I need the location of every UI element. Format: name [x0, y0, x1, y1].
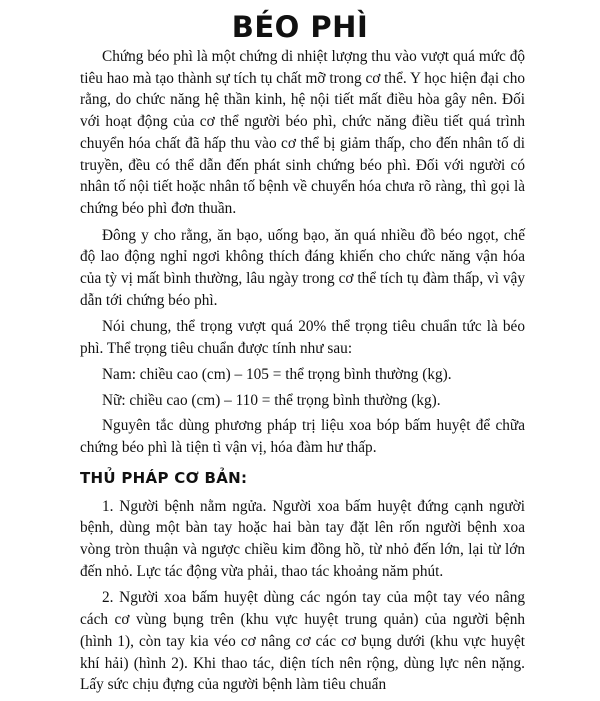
paragraph-treatment-principle: Nguyên tắc dùng phương pháp trị liệu xoa bóp bấm huyệt để chữa chứng béo phì là tiện tì vận vị, hóa đàm hư thấp. — [80, 417, 525, 456]
step-1: 1. Người bệnh nằm ngửa. Người xoa bấm huyệt đứng cạnh người bệnh, dùng một bàn tay hoặc hai bàn tay đặt lên rốn người bệnh xoa vòng tròn thuận và ngược chiều kim đồng hồ, từ nhỏ đến lớn, lại từ lớn đến nhỏ. Lực tác động vừa phải, thao tác khoảng năm phút. — [80, 497, 525, 580]
step-2: 2. Người xoa bấm huyệt dùng các ngón tay của một tay véo nâng cách cơ vùng bụng trên (khu vực huyệt trung quản) của người bệnh (hình 1), còn tay kia véo cơ nâng cơ các cơ bụng dưới (khu vực huyệt khí hải) (hình 2). Khi thao tác, diện tích nên rộng, dùng lực nên nặng. Lấy sức chịu đựng của người bệnh làm tiêu chuẩn — [80, 589, 525, 694]
page-title: BÉO PHÌ — [231, 10, 369, 44]
formula-male: Nam: chiều cao (cm) – 105 = thể trọng bình thường (kg). — [102, 365, 452, 383]
paragraph-definition: Chứng béo phì là một chứng di nhiệt lượng thu vào vượt quá mức độ tiêu hao mà tạo thành sự tích tụ chất mỡ trong cơ thể. Y học hiện đại cho rằng, do chức năng hệ thần kinh, hệ nội tiết mất điều hòa gây nên. Đối với hoạt động của cơ thể người béo phì, chức năng điều tiết quá trình chuyển hóa chất đã hấp thu vào cơ thể bị giảm thấp, cho đến nhân tố di truyền, đều có thể dẫn đến phát sinh chứng béo phì. Đối với người có nhân tố nội tiết hoặc nhân tố bệnh về chuyển hóa chưa rõ ràng, thì gọi là chứng béo phì đơn thuần. — [80, 48, 525, 217]
paragraph-eastern-medicine: Đông y cho rằng, ăn bạo, uống bạo, ăn quá nhiều đồ béo ngọt, chế độ lao động nghỉ ngơi không thích đáng khiến cho chức năng vận hóa của tỳ vị mất bình thường, lâu ngày trong cơ thể tích tụ đàm thấp, vì vậy dẫn tới chứng béo phì. — [80, 226, 525, 309]
document-body — [80, 46, 525, 701]
paragraph-weight-standard: Nói chung, thể trọng vượt quá 20% thể trọng tiêu chuẩn tức là béo phì. Thể trọng tiêu chuẩn được tính như sau: — [80, 318, 525, 358]
formula-female: Nữ: chiều cao (cm) – 110 = thể trọng bình thường (kg). — [102, 391, 441, 409]
section-heading: THỦ PHÁP CƠ BẢN: — [80, 468, 248, 487]
